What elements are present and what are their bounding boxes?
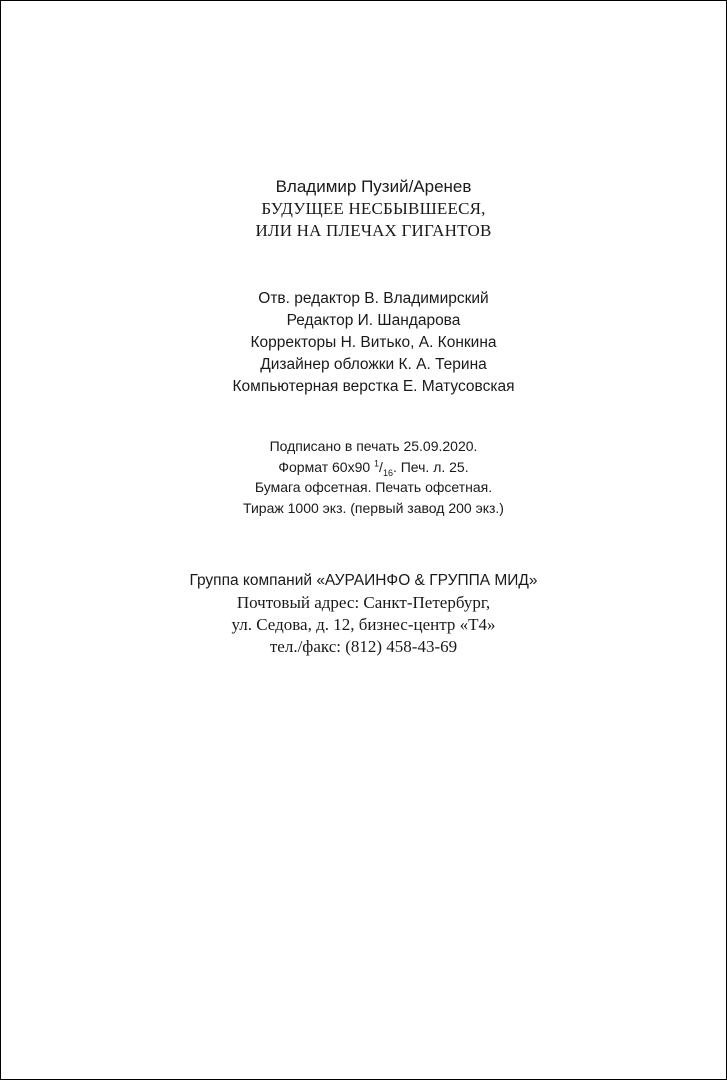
print-signed-date: Подписано в печать 25.09.2020. xyxy=(269,438,478,454)
title-block xyxy=(0,176,727,242)
book-title-line-2: ИЛИ НА ПЛЕЧАХ ГИГАНТОВ xyxy=(255,221,492,240)
print-info-block xyxy=(0,436,727,518)
credit-proofreaders: Корректоры Н. Витько, А. Конкина xyxy=(250,334,497,351)
credit-cover-designer: Дизайнер обложки К. А. Терина xyxy=(260,356,487,373)
print-format xyxy=(20,457,727,478)
print-paper: Бумага офсетная. Печать офсетная. xyxy=(254,479,493,496)
publisher-phone: тел./факс: (812) 458-43-69 xyxy=(269,637,458,656)
publisher-block xyxy=(0,570,727,658)
print-format-suffix: . Печ. л. 25. xyxy=(392,458,469,475)
print-format-slash: / xyxy=(379,458,383,475)
publisher-name: Группа компаний «АУРАИНФО & ГРУППА МИД» xyxy=(189,572,538,589)
print-format-numerator: 1 xyxy=(374,457,380,468)
book-title-line-1: БУДУЩЕЕ НЕСБЫВШЕЕСЯ, xyxy=(261,199,486,218)
print-format-prefix: Формат 60x90 xyxy=(278,458,375,475)
credits-block xyxy=(0,288,727,398)
publisher-address-2: ул. Седова, д. 12, бизнес-центр «Т4» xyxy=(231,615,496,634)
author-name: Владимир Пузий/Аренев xyxy=(275,177,472,196)
credit-layout: Компьютерная верстка Е. Матусовская xyxy=(232,378,515,395)
publisher-address-1: Почтовый адрес: Санкт-Петербург, xyxy=(236,593,491,612)
credit-chief-editor: Отв. редактор В. Владимирский xyxy=(258,290,489,307)
print-run: Тираж 1000 экз. (первый завод 200 экз.) xyxy=(243,499,504,516)
credit-editor: Редактор И. Шандарова xyxy=(286,312,461,329)
print-format-denominator: 16 xyxy=(382,467,393,478)
